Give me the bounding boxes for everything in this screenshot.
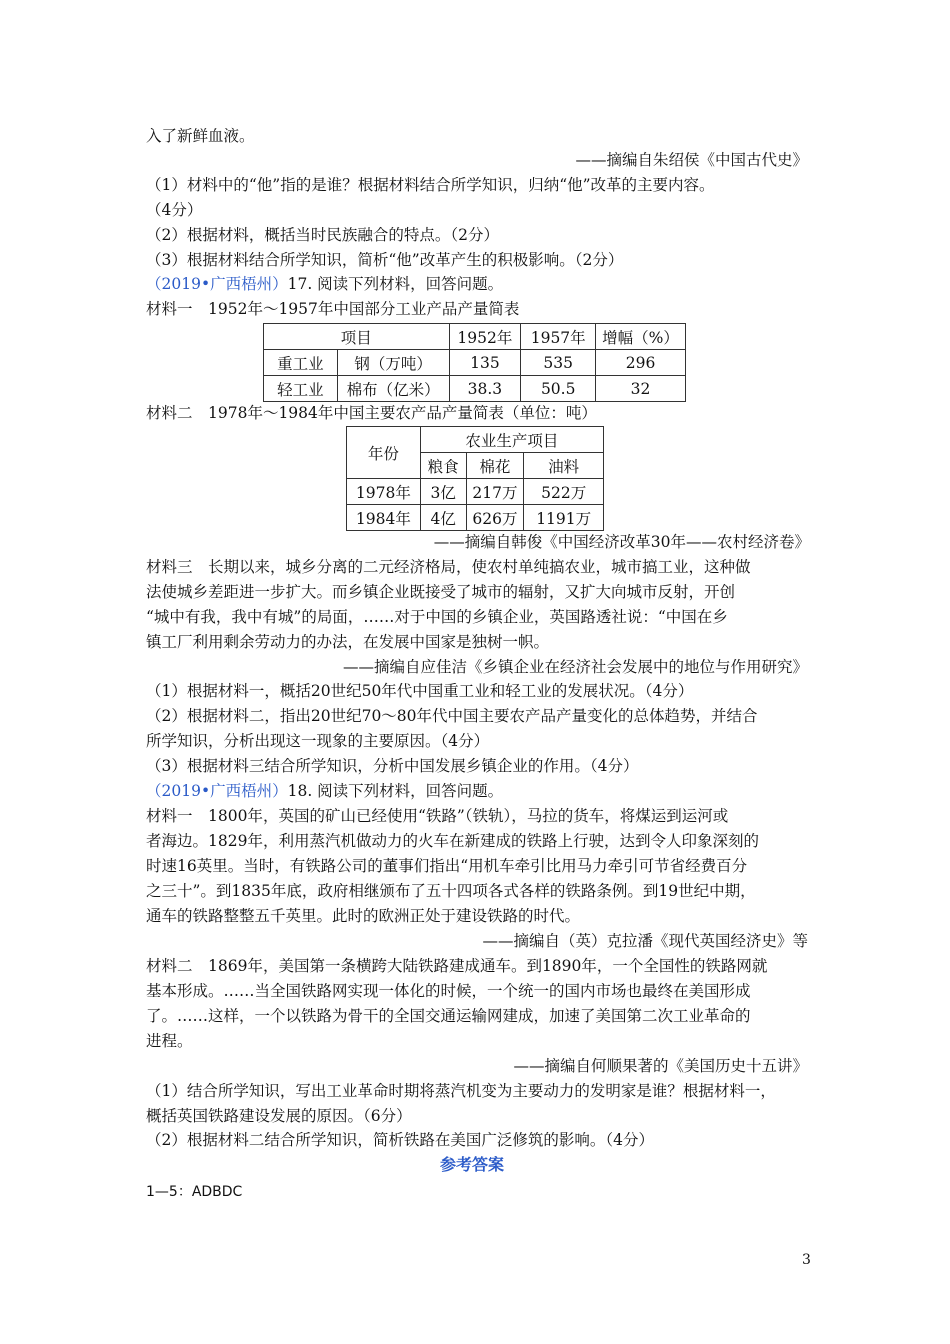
table-cell: 重工业 — [264, 350, 338, 376]
q18-material-2-line: 进程。 — [146, 1032, 193, 1050]
table-cell: 轻工业 — [264, 376, 338, 402]
agri-output-table — [346, 426, 604, 531]
intro-line: 入了新鲜血液。 — [146, 127, 255, 145]
source-ying: ——摘编自应佳洁《乡镇企业在经济社会发展中的地位与作用研究》 — [342, 658, 808, 676]
q17-heading — [146, 272, 503, 296]
q18-material-1-line: 材料一 1800年，英国的矿山已经使用“铁路”（铁轨），马拉的货车，将煤运到运河或 — [146, 807, 729, 825]
table-row — [347, 427, 604, 453]
table-cell: 1984年 — [347, 505, 421, 531]
table-cell: 3亿 — [420, 479, 466, 505]
q16-question-1-points: （4分） — [146, 201, 203, 219]
table-cell: 50.5 — [521, 376, 596, 402]
q18-material-1-line: 通车的铁路整整五千英里。此时的欧洲正处于建设铁路的时代。 — [146, 907, 581, 925]
table-header-cell: 农业生产项目 — [420, 427, 603, 453]
industry-output-table — [263, 323, 686, 402]
q18-material-1-line: 时速16英里。当时，有铁路公司的董事们指出“用机车牵引比用马力牵引可节省经费百分 — [146, 857, 748, 875]
q17-material-3-line: 法使城乡差距进一步扩大。而乡镇企业既接受了城市的辐射，又扩大向城市反射，开创 — [146, 583, 736, 601]
q17-question-2: （2）根据材料二，指出20世纪70～80年代中国主要农产品产量变化的总体趋势，并结合 — [146, 707, 758, 725]
q18-question-1-cont: 概括英国铁路建设发展的原因。（6分） — [146, 1107, 412, 1125]
table-cell: 296 — [596, 350, 686, 376]
table-cell: 棉布（亿米） — [337, 376, 449, 402]
q18-material-2-line: 了。……这样，一个以铁路为骨干的全国交通运输网建成，加速了美国第二次工业革命的 — [146, 1007, 751, 1025]
q16-question-3: （3）根据材料结合所学知识，简析“他”改革产生的积极影响。（2分） — [146, 251, 624, 269]
table-header-cell: 1952年 — [449, 324, 521, 350]
source-he: ——摘编自何顺果著的《美国历史十五讲》 — [513, 1057, 808, 1075]
q18-question-1: （1）结合所学知识，写出工业革命时期将蒸汽机变为主要动力的发明家是谁？根据材料一， — [146, 1082, 776, 1100]
table-header-cell: 年份 — [347, 427, 421, 479]
q16-question-1: （1）材料中的“他”指的是谁？根据材料结合所学知识，归纳“他”改革的主要内容。 — [146, 176, 715, 194]
table-cell: 1978年 — [347, 479, 421, 505]
answer-line: 1—5：ADBDC — [146, 1184, 243, 1200]
q17-question-3: （3）根据材料三结合所学知识，分析中国发展乡镇企业的作用。（4分） — [146, 757, 639, 775]
table-row — [347, 505, 604, 531]
q17-material-2-title: 材料二 1978年～1984年中国主要农产品产量简表（单位：吨） — [146, 404, 597, 422]
table-cell: 38.3 — [449, 376, 521, 402]
q17-question-2-cont: 所学知识，分析出现这一现象的主要原因。（4分） — [146, 732, 490, 750]
q18-heading — [146, 779, 503, 803]
q17-question-1: （1）根据材料一，概括20世纪50年代中国重工业和轻工业的发展状况。（4分） — [146, 682, 694, 700]
answer-key-title: 参考答案 — [440, 1155, 505, 1174]
q17-stem: 17. 阅读下列材料，回答问题。 — [287, 275, 504, 293]
page-number: 3 — [802, 1252, 811, 1268]
q18-stem: 18. 阅读下列材料，回答问题。 — [287, 782, 504, 800]
q17-material-3-line: “城中有我，我中有城”的局面，……对于中国的乡镇企业，英国路透社说：“中国在乡 — [146, 608, 728, 626]
source-clapham: ——摘编自（英）克拉潘《现代英国经济史》等 — [482, 932, 808, 950]
table-row — [347, 479, 604, 505]
table-row — [264, 350, 686, 376]
table-header-cell: 增幅（%） — [596, 324, 686, 350]
q17-material-1-title: 材料一 1952年～1957年中国部分工业产品产量简表 — [146, 300, 520, 318]
table-cell: 626万 — [466, 505, 524, 531]
q18-material-1-line: 者海边。1829年，利用蒸汽机做动力的火车在新建成的铁路上行驶，达到令人印象深刻的 — [146, 832, 759, 850]
table-header-cell: 油料 — [524, 453, 604, 479]
table-row — [264, 324, 686, 350]
table-cell: 135 — [449, 350, 521, 376]
q18-source-tag: （2019•广西梧州） — [146, 782, 288, 800]
q17-material-3-line: 镇工厂利用剩余劳动力的办法，在发展中国家是独树一帜。 — [146, 633, 550, 651]
table-header-cell: 粮食 — [420, 453, 466, 479]
table-cell: 522万 — [524, 479, 604, 505]
q18-material-2-line: 基本形成。……当全国铁路网实现一体化的时候，一个统一的国内市场也最终在美国形成 — [146, 982, 751, 1000]
source-zhu: ——摘编自朱绍侯《中国古代史》 — [575, 151, 808, 169]
table-cell: 钢（万吨） — [337, 350, 449, 376]
q16-question-2: （2）根据材料，概括当时民族融合的特点。（2分） — [146, 226, 499, 244]
q18-material-1-line: 之三十”。到1835年底，政府相继颁布了五十四项各式各样的铁路条例。到19世纪中期， — [146, 882, 756, 900]
table-header-cell: 棉花 — [466, 453, 524, 479]
table-header-cell: 1957年 — [521, 324, 596, 350]
q17-source-tag: （2019•广西梧州） — [146, 275, 288, 293]
table-header-cell: 项目 — [264, 324, 450, 350]
table-row — [264, 376, 686, 402]
table-cell: 1191万 — [524, 505, 604, 531]
q18-material-2-line: 材料二 1869年，美国第一条横跨大陆铁路建成通车。到1890年，一个全国性的铁路网就 — [146, 957, 768, 975]
q17-material-3-line: 材料三 长期以来，城乡分离的二元经济格局，使农村单纯搞农业，城市搞工业，这种做 — [146, 558, 751, 576]
table-cell: 4亿 — [420, 505, 466, 531]
q18-question-2: （2）根据材料二结合所学知识，简析铁路在美国广泛修筑的影响。（4分） — [146, 1131, 654, 1149]
table-cell: 32 — [596, 376, 686, 402]
source-han: ——摘编自韩俊《中国经济改革30年——农村经济卷》 — [433, 533, 810, 551]
table-cell: 217万 — [466, 479, 524, 505]
table-cell: 535 — [521, 350, 596, 376]
